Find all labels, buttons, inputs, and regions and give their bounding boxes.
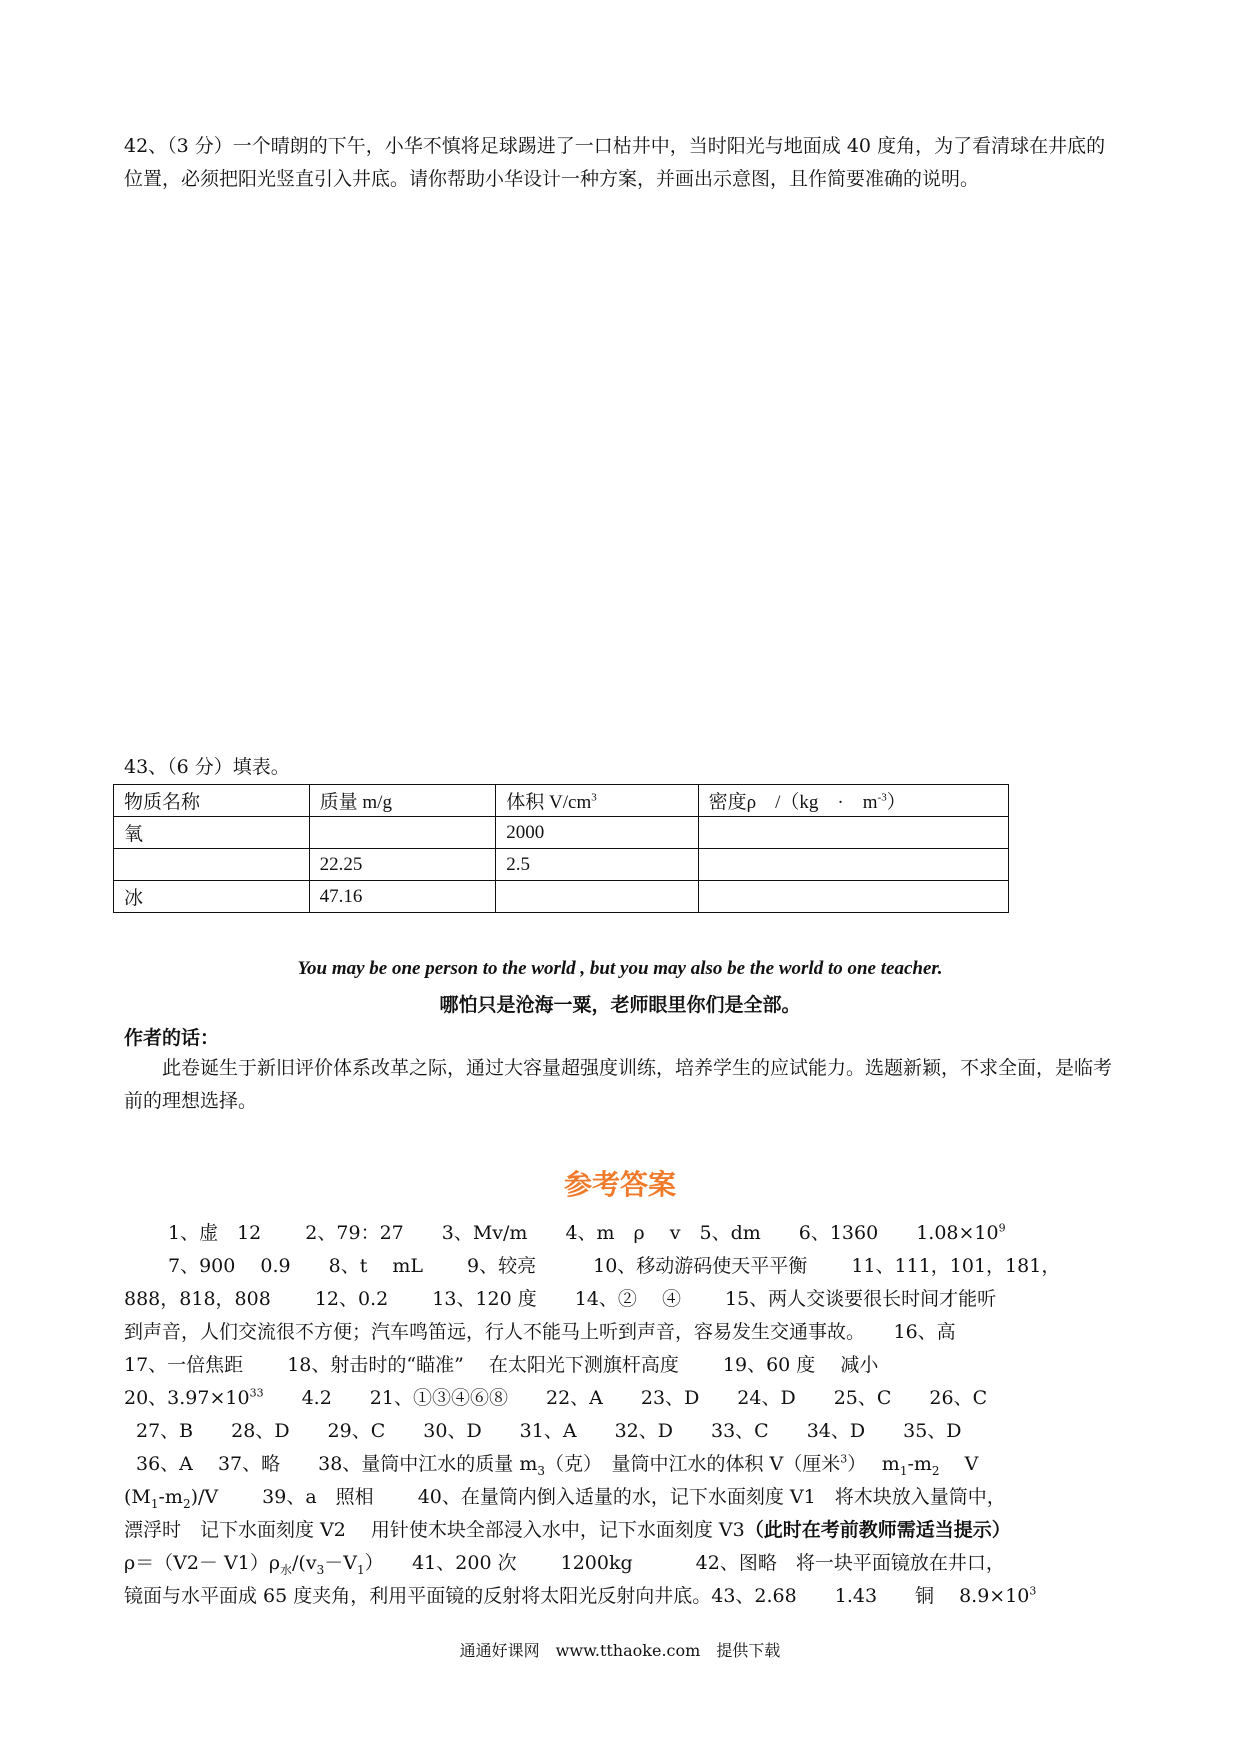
table-cell [698, 817, 1008, 849]
answer-line: 20、$3.97\times 10^{33}$ 4.2 21、①③④⑥⑧ 22、A 23、D 24、D 25、C 26、C [124, 1386, 988, 1409]
table-header-row [114, 785, 1009, 817]
author-note-title: 作者的话： [124, 1027, 220, 1049]
question-42-text: 42、（3 分）一个晴朗的下午，小华不慎将足球踢进了一口枯井中，当时阳光与地面成 40 度角，为了看清球在井底的位置，必须把阳光竖直引入井底。请你帮助小华设计一种方案，并画出示意图，且作简要准确的说明。 [124, 135, 1106, 190]
table-cell [114, 849, 310, 881]
table-cell [698, 849, 1008, 881]
answer-line: 镜面与水平面成 65 度夹角，利用平面镜的反射将太阳光反射向井底。43、2.68 1.43 铜 $8.9\times 10^3$ [124, 1584, 1037, 1607]
answer-key-title: 参考答案 [563, 1168, 676, 1201]
header-volume: 体积 $V/cm^3$ [496, 785, 698, 817]
answer-line: 到声音，人们交流很不方便；汽车鸣笛远，行人不能马上听到声音，容易发生交通事故。 16、高 [124, 1321, 956, 1343]
table-cell [496, 881, 698, 913]
answer-line: 36、A 37、略 38、量筒中江水的质量 $m_3$（克） 量筒中江水的体积 V（厘米$^3$） $m_1-m_2$ V [136, 1452, 979, 1478]
table-cell: 47.16 [309, 881, 496, 913]
footer-source: 通通好课网 www.tthaoke.com 提供下载 [459, 1641, 781, 1660]
table-cell: 2000 [496, 817, 698, 849]
table-cell: 2.5 [496, 849, 698, 881]
quote-chinese: 哪怕只是沧海一粟，老师眼里你们是全部。 [439, 994, 801, 1016]
table-cell [309, 817, 496, 849]
answer-line: 17、一倍焦距 18、射击时的“瞄准” 在太阳光下测旗杆高度 19、60 度 减小 [124, 1354, 879, 1376]
table-row [114, 849, 1009, 881]
answer-line: $(M_1-m_2)/V$ 39、a 照相 40、在量筒内倒入适量的水，记下水面刻度 V1 将木块放入量筒中， [124, 1486, 1006, 1511]
question-43-label: 43、（6 分）填表。 [124, 756, 290, 778]
author-note-text: 此卷诞生于新旧评价体系改革之际，通过大容量超强度训练，培养学生的应试能力。选题新颖，不求全面，是临考前的理想选择。 [124, 1057, 1113, 1112]
answer-line: 7、900 0.9 8、t mL 9、较亮 10、移动游码使天平平衡 11、111，101，181， [168, 1255, 1061, 1277]
answer-line: $\rho=(V2- V1)\rho_水/(v_3-V_1)$ 41、200 次 1200kg 42、图略 将一块平面镜放在井口， [124, 1552, 1005, 1577]
table-row [114, 817, 1009, 849]
answer-line: 1、虚 12 2、79：27 3、Mv/m 4、m ρ v 5、dm 6、1360 $1.08\times 10^9$ [168, 1221, 1006, 1244]
density-table [113, 784, 1009, 913]
table-cell: 22.25 [309, 849, 496, 881]
table-row [114, 881, 1009, 913]
table-cell [698, 881, 1008, 913]
quote-english: You may be one person to the world , but you may also be the world to one teacher. [297, 958, 943, 979]
table-cell: 氧 [114, 817, 310, 849]
answer-key [124, 1217, 1122, 1613]
answer-line: 27、B 28、D 29、C 30、D 31、A 32、D 33、C 34、D 35、D [136, 1420, 962, 1442]
table-cell: 冰 [114, 881, 310, 913]
answer-line: 漂浮时 记下水面刻度 V2 用针使木块全部浸入水中，记下水面刻度 V3（此时在考前教师需适当提示） [124, 1519, 1011, 1541]
question-42 [124, 130, 1120, 196]
header-mass: 质量 m/g [309, 785, 496, 817]
header-substance: 物质名称 [114, 785, 310, 817]
answer-line: 888，818，808 12、0.2 13、120 度 14、② ④ 15、两人交谈要很长时间才能听 [124, 1288, 997, 1310]
header-density: 密度ρ /（kg · $m^{-3}$） [698, 785, 1008, 817]
